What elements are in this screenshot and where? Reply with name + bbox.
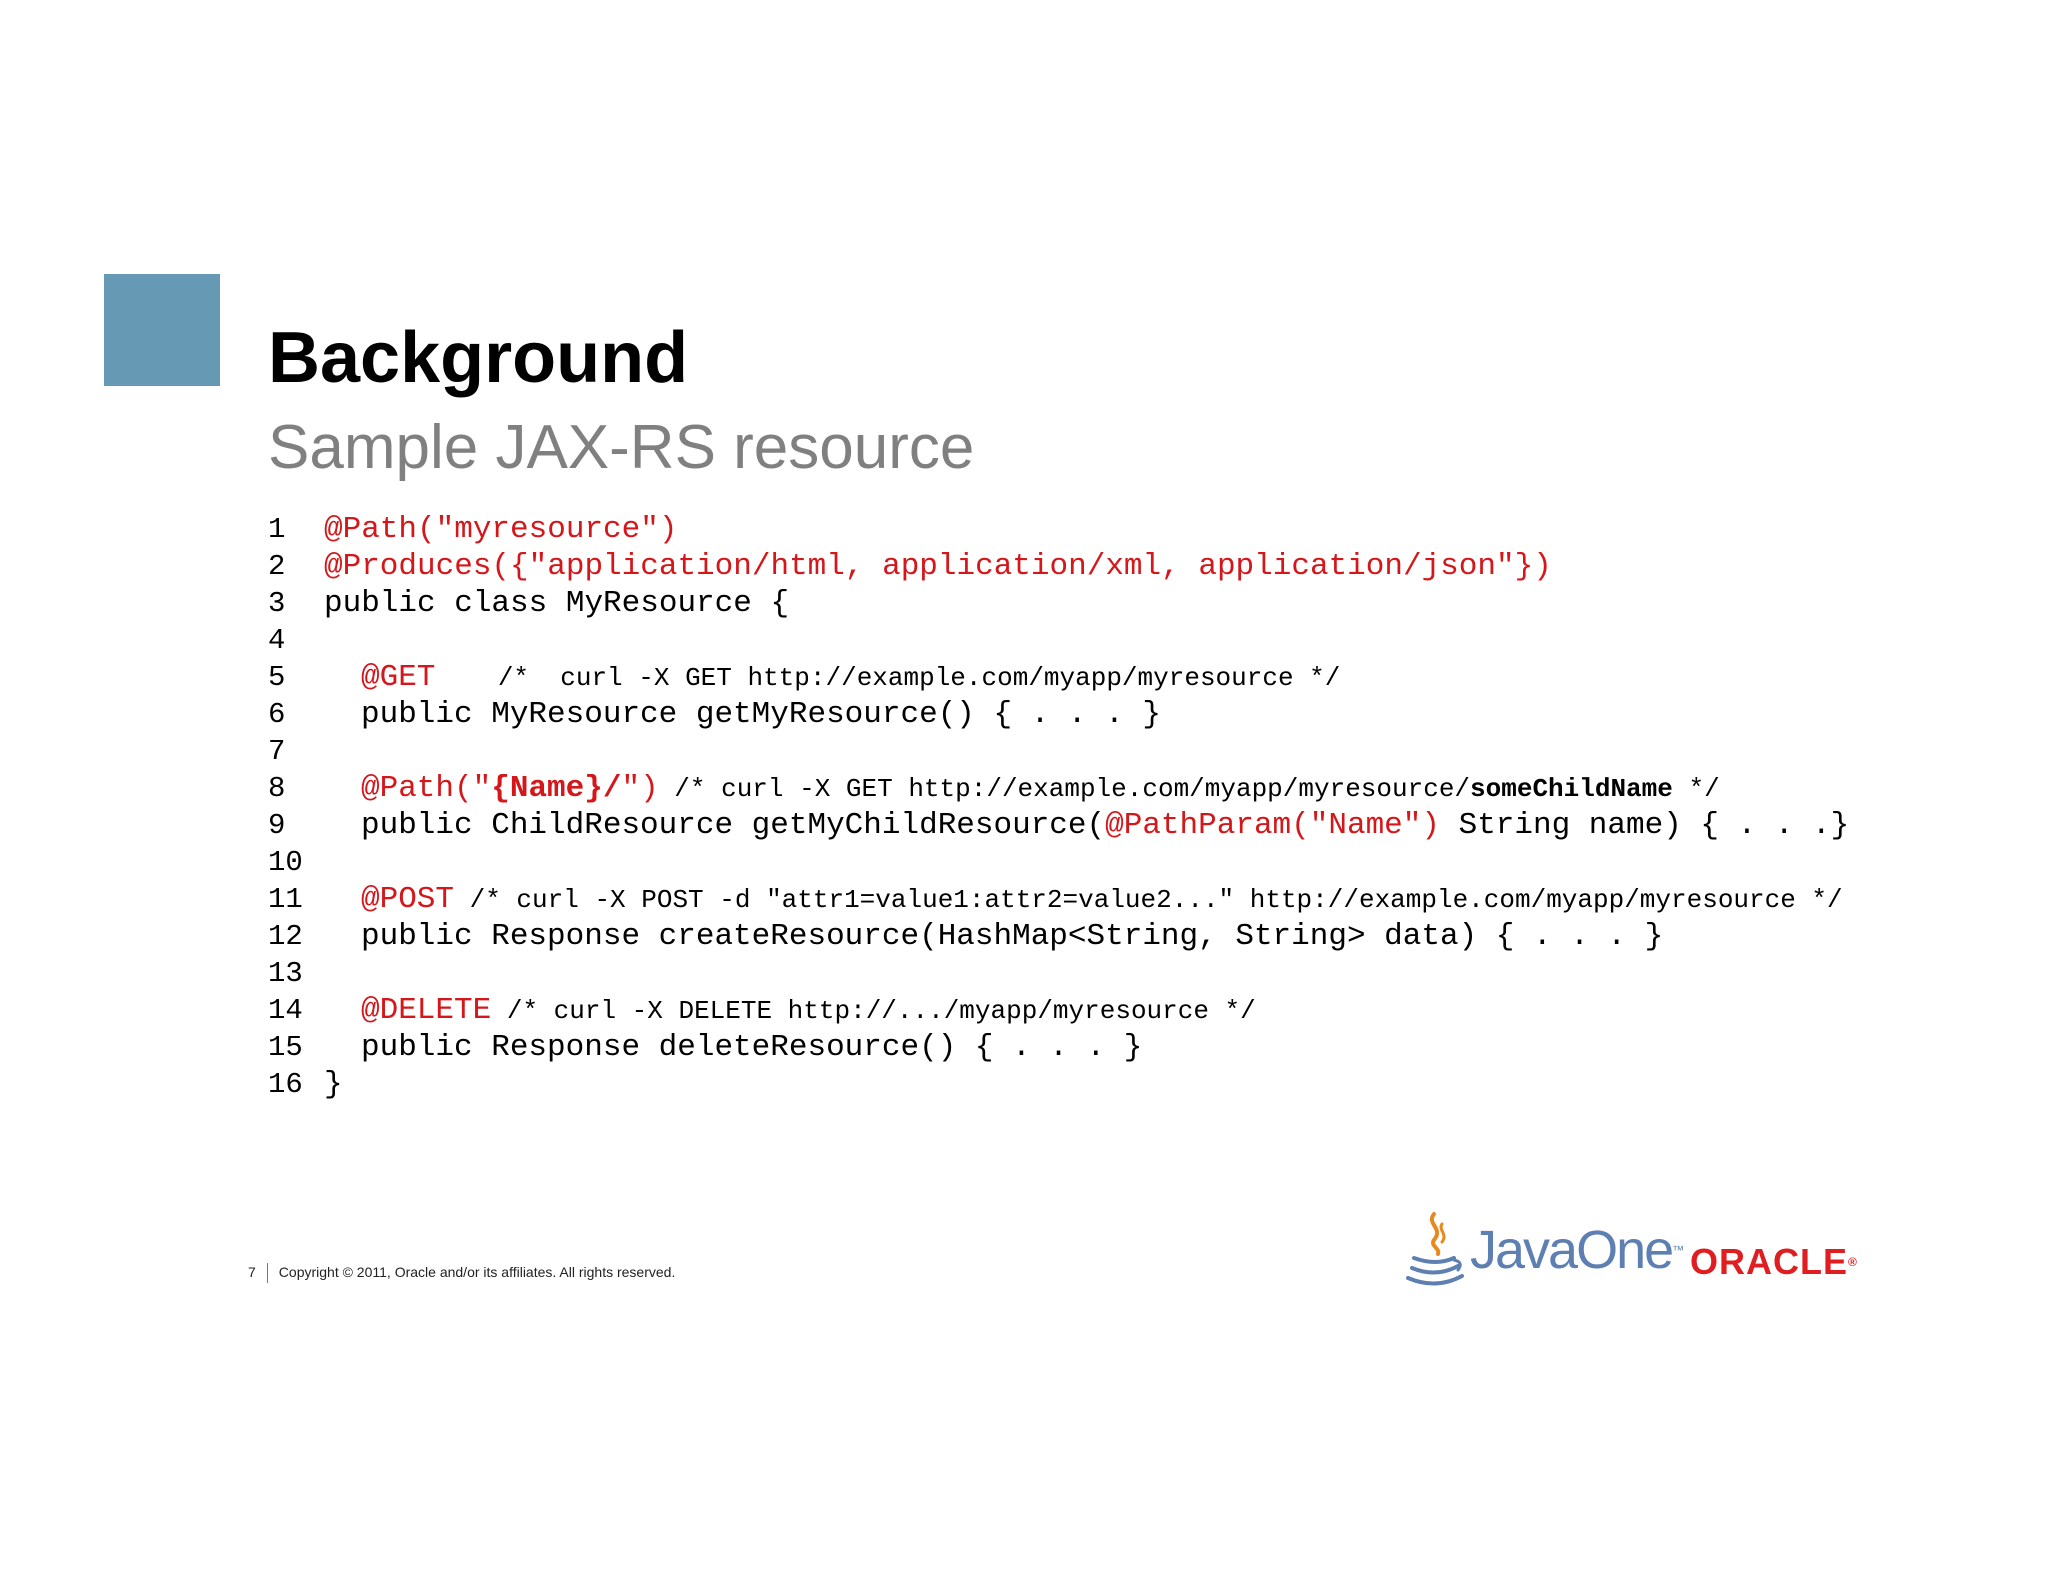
line-number: 3 bbox=[268, 587, 286, 620]
footer bbox=[248, 1262, 675, 1283]
code-annotation: @Path(" bbox=[361, 771, 492, 806]
line-number: 9 bbox=[268, 809, 286, 842]
code-comment: /* curl -X GET http://example.com/myapp/myresource */ bbox=[435, 663, 1341, 693]
line-number: 7 bbox=[268, 735, 286, 768]
line-number: 4 bbox=[268, 624, 286, 657]
code-annotation: {Name}/ bbox=[491, 771, 622, 806]
line-number: 6 bbox=[268, 698, 286, 731]
slide-subtitle: Sample JAX-RS resource bbox=[268, 413, 975, 482]
copyright-text: Copyright © 2011, Oracle and/or its affiliates. All rights reserved. bbox=[278, 1264, 676, 1280]
line-number: 16 bbox=[268, 1068, 303, 1101]
code-annotation: @PathParam("Name") bbox=[1105, 808, 1440, 843]
line-number: 14 bbox=[268, 994, 303, 1027]
oracle-logo: ORACLE® bbox=[1690, 1241, 1858, 1282]
line-number: 10 bbox=[268, 846, 303, 879]
code-text bbox=[324, 585, 789, 626]
code-token: public Response deleteResource() { . . . } bbox=[361, 1030, 1143, 1065]
code-annotation: @DELETE bbox=[361, 993, 492, 1028]
code-comment: /* curl -X GET http://example.com/myapp/myresource/ bbox=[658, 774, 1471, 804]
footer-separator bbox=[267, 1263, 268, 1283]
line-number: 11 bbox=[268, 883, 303, 916]
javaone-wordmark: JavaOne™ bbox=[1470, 1220, 1685, 1280]
code-token: String name) { . . .} bbox=[1439, 808, 1850, 843]
code-text bbox=[324, 1066, 343, 1107]
line-number: 15 bbox=[268, 1031, 303, 1064]
line-number: 8 bbox=[268, 772, 286, 805]
code-token: public ChildResource getMyChildResource( bbox=[361, 808, 1106, 843]
code-token: public class MyResource { bbox=[324, 586, 790, 621]
code-comment: */ bbox=[1672, 774, 1720, 804]
code-annotation: @GET bbox=[361, 660, 436, 695]
code-comment: /* curl -X POST -d "attr1=value1:attr2=value2..." http://example.com/myapp/myresource */ bbox=[454, 885, 1843, 915]
line-number: 2 bbox=[268, 550, 286, 583]
slide-title: Background bbox=[268, 318, 689, 398]
code-text bbox=[361, 807, 1849, 848]
code-text bbox=[361, 696, 1161, 737]
code-annotation: @Produces({"application/html, application/xml, application/json"}) bbox=[324, 549, 1552, 584]
line-number: 12 bbox=[268, 920, 303, 953]
code-text bbox=[361, 992, 1256, 1033]
code-text bbox=[361, 1029, 1142, 1070]
javaone-logo bbox=[1404, 1206, 1685, 1296]
code-text bbox=[324, 511, 677, 552]
line-number: 13 bbox=[268, 957, 303, 990]
code-text bbox=[361, 770, 1720, 811]
page-number: 7 bbox=[248, 1264, 256, 1280]
java-cup-icon bbox=[1404, 1206, 1468, 1296]
code-annotation: ") bbox=[621, 771, 659, 806]
code-text bbox=[361, 918, 1663, 959]
code-comment: someChildName bbox=[1470, 774, 1673, 804]
code-token: } bbox=[324, 1067, 343, 1102]
code-annotation: @POST bbox=[361, 882, 455, 917]
code-text bbox=[361, 881, 1843, 922]
code-comment: /* curl -X DELETE http://.../myapp/myresource */ bbox=[491, 996, 1256, 1026]
accent-square bbox=[104, 274, 220, 386]
line-number: 5 bbox=[268, 661, 286, 694]
code-token: public Response createResource(HashMap<String, String> data) { . . . } bbox=[361, 919, 1664, 954]
code-text bbox=[361, 659, 1340, 700]
code-token: public MyResource getMyResource() { . . . } bbox=[361, 697, 1161, 732]
code-annotation: @Path("myresource") bbox=[324, 512, 678, 547]
code-text bbox=[324, 548, 1552, 589]
line-number: 1 bbox=[268, 513, 286, 546]
